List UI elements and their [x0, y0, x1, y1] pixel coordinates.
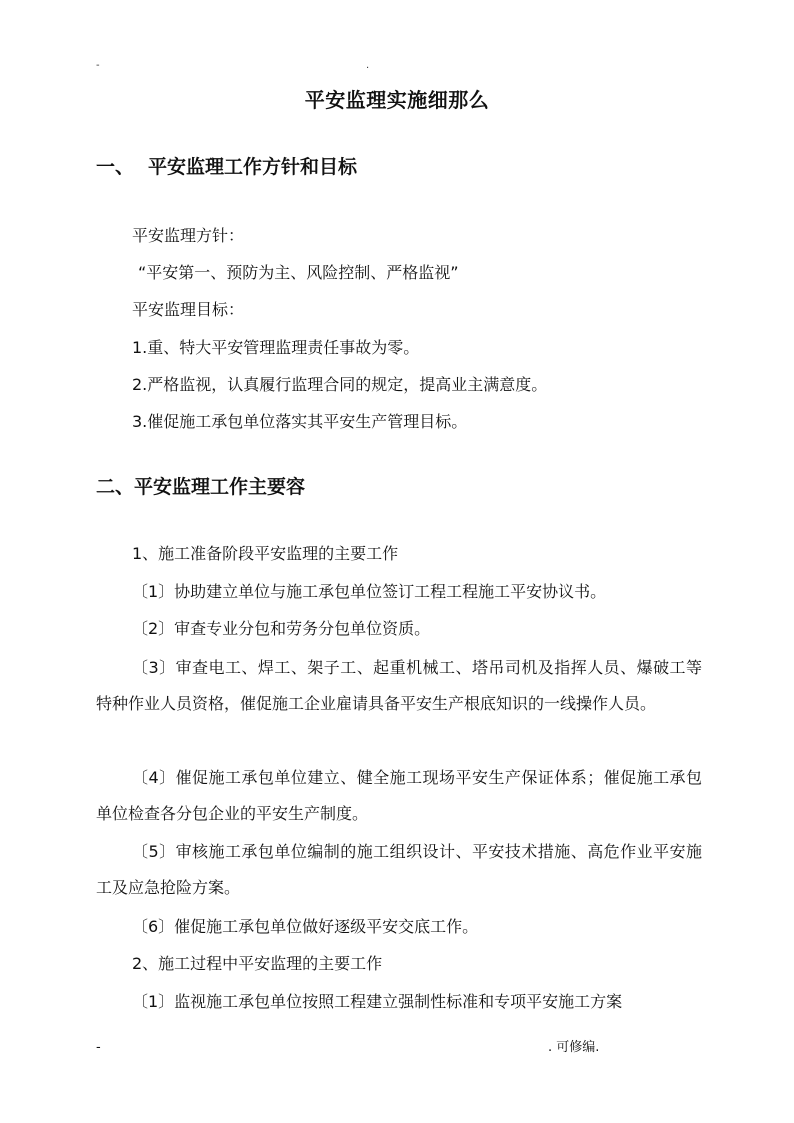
- prep-item-4: 〔4〕催促施工承包单位建立、健全施工现场平安生产保证体系；催促施工承包单位检查各分包企业的平安生产制度。: [96, 768, 702, 823]
- prep-item-5: 〔5〕审核施工承包单位编制的施工组织设计、平安技术措施、高危作业平安施工及应急抢险方案。: [96, 842, 702, 897]
- goal-label: 平安监理目标：: [132, 300, 245, 319]
- prep-item-3: 〔3〕审查电工、焊工、架子工、起重机械工、塔吊司机及指挥人员、爆破工等特种作业人员资格，催促施工企业雇请具备平安生产根底知识的一线操作人员。: [96, 658, 702, 713]
- prep-item-2: 〔2〕审查专业分包和劳务分包单位资质。: [132, 619, 431, 638]
- subsection-2-title: 2、施工过程中平安监理的主要工作: [132, 954, 383, 973]
- goal-item-1: 1.重、特大平安管理监理责任事故为零。: [132, 338, 420, 357]
- section2-heading: 二、平安监理工作主要容: [96, 476, 306, 498]
- prep-item-1: 〔1〕协助建立单位与施工承包单位签订工程工程施工平安协议书。: [132, 582, 607, 601]
- header-center-mark: .: [366, 60, 370, 71]
- goal-item-3: 3.催促施工承包单位落实其平安生产管理目标。: [132, 412, 468, 431]
- policy-label: 平安监理方针：: [132, 226, 245, 245]
- section1-title: 平安监理工作方针和目标: [148, 156, 358, 178]
- process-item-1: 〔1〕监视施工承包单位按照工程建立强制性标准和专项平安施工方案: [132, 992, 623, 1011]
- footer-left-mark: -: [96, 1040, 101, 1055]
- subsection-1-title: 1、施工准备阶段平安监理的主要工作: [132, 544, 399, 563]
- section1-heading: [96, 154, 357, 180]
- header-left-mark: -: [96, 60, 100, 71]
- document-title: 平安监理实施细那么: [304, 88, 490, 112]
- goal-item-2: 2.严格监视，认真履行监理合同的规定，提高业主满意度。: [132, 375, 548, 394]
- prep-item-6: 〔6〕催促施工承包单位做好逐级平安交底工作。: [132, 917, 479, 936]
- footer-editable-note: . 可修编.: [548, 1040, 600, 1055]
- section1-number: 一、: [96, 156, 135, 178]
- policy-text: “平安第一、预防为主、风险控制、严格监视”: [138, 263, 459, 282]
